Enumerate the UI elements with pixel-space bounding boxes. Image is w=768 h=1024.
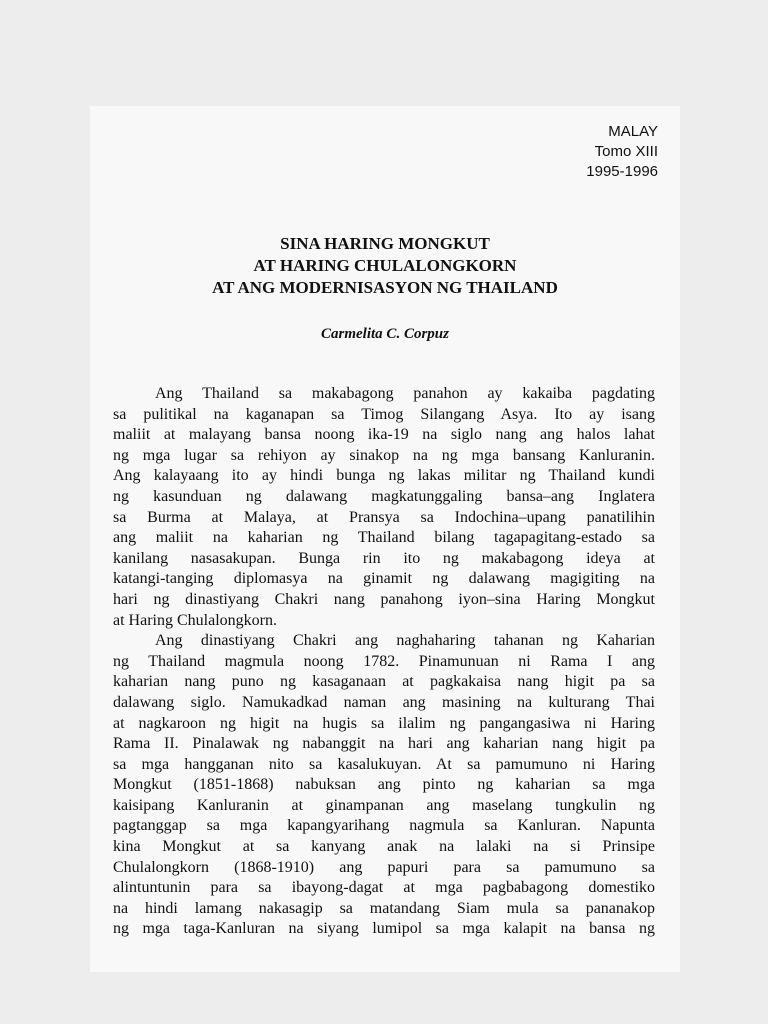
paragraph-1-line: ng mga lugar sa rehiyon ay sinakop na ng mga bansang Kanluranin. — [113, 446, 655, 464]
paragraph-2-line: kaharian nang puno ng kasaganaan at pagkakaisa nang higit pa sa — [113, 673, 655, 691]
paragraph-1-line: sa Burma at Malaya, at Pransya sa Indochina–upang panatilihin — [113, 508, 655, 526]
journal-header — [586, 122, 658, 182]
paragraph-2-line: na hindi lamang nakasagip sa matandang Siam mula sa pananakop — [113, 899, 655, 917]
paragraph-1-line: katangi-tanging diplomasya na ginamit ng dalawang magigiting na — [113, 570, 655, 588]
paragraph-1-line: kanilang nasasakupan. Bunga rin ito ng makabagong ideya at — [113, 549, 655, 567]
paragraph-2-line: kina Mongkut at sa kanyang anak na lalaki na si Prinsipe — [113, 838, 655, 856]
paragraph-2-line: Chulalongkorn (1868-1910) ang papuri para sa pamumuno sa — [113, 858, 655, 876]
paragraph-2-line: alintuntunin para sa ibayong-dagat at mga pagbabagong domestiko — [113, 879, 655, 897]
paragraph-2-line: at nagkaroon ng higit na hugis sa ilalim ng pangangasiwa ni Haring — [113, 714, 655, 732]
article-body — [113, 384, 655, 940]
paragraph-1-line: at Haring Chulalongkorn. — [113, 611, 277, 629]
paragraph-2-line: pagtanggap sa mga kapangyarihang nagmula sa Kanluran. Napunta — [113, 817, 655, 835]
title-line-3: AT ANG MODERNISASYON NG THAILAND — [212, 278, 558, 297]
paragraph-2-line: Mongkut (1851-1868) nabuksan ang pinto ng kaharian sa mga — [113, 776, 655, 794]
paragraph-2-line: sa mga hangganan nito sa kasalukuyan. At sa pamumuno ni Haring — [113, 755, 655, 773]
paragraph-1-line: Ang Thailand sa makabagong panahon ay kakaiba pagdating — [155, 385, 655, 402]
paragraph-2-line: ng Thailand magmula noong 1782. Pinamunuan ni Rama I ang — [113, 652, 655, 670]
article-author: Carmelita C. Corpuz — [321, 326, 449, 342]
paragraph-2-line: Ang dinastiyang Chakri ang naghaharing tahanan ng Kaharian — [155, 632, 655, 650]
title-line-2: AT HARING CHULALONGKORN — [253, 256, 517, 275]
paragraph-1-line: Ang kalayaang ito ay hindi bunga ng lakas militar ng Thailand kundi — [113, 467, 655, 485]
paragraph-1-line: ng kasunduan ng dalawang magkatunggaling bansa–ang Inglatera — [113, 487, 655, 505]
paragraph-2-line: dalawang siglo. Namukadkad naman ang masining na kulturang Thai — [113, 693, 655, 711]
paragraph-2-line: ng mga taga-Kanluran na siyang lumipol sa mga kalapit na bansa ng — [113, 920, 655, 938]
paragraph-1-line: ang maliit na kaharian ng Thailand bilang tagapagitang-estado sa — [113, 529, 655, 547]
paragraph-1-line: sa pulitikal na kaganapan sa Timog Silangang Asya. Ito ay isang — [113, 405, 655, 423]
paragraph-1-line: hari ng dinastiyang Chakri nang panahong iyon–sina Haring Mongkut — [113, 590, 655, 608]
journal-name: MALAY — [608, 123, 658, 140]
paragraph-2-line: kaisipang Kanluranin at ginampanan ang maselang tungkulin ng — [113, 796, 655, 814]
journal-years: 1995-1996 — [586, 163, 658, 180]
journal-volume: Tomo XIII — [594, 143, 658, 160]
paragraph-1-line: maliit at malayang bansa noong ika-19 na siglo nang ang halos lahat — [113, 426, 655, 444]
article-title — [90, 233, 680, 299]
paragraph-2-line: Rama II. Pinalawak ng nabanggit na hari ang kaharian nang higit pa — [113, 735, 655, 753]
title-line-1: SINA HARING MONGKUT — [280, 234, 490, 253]
